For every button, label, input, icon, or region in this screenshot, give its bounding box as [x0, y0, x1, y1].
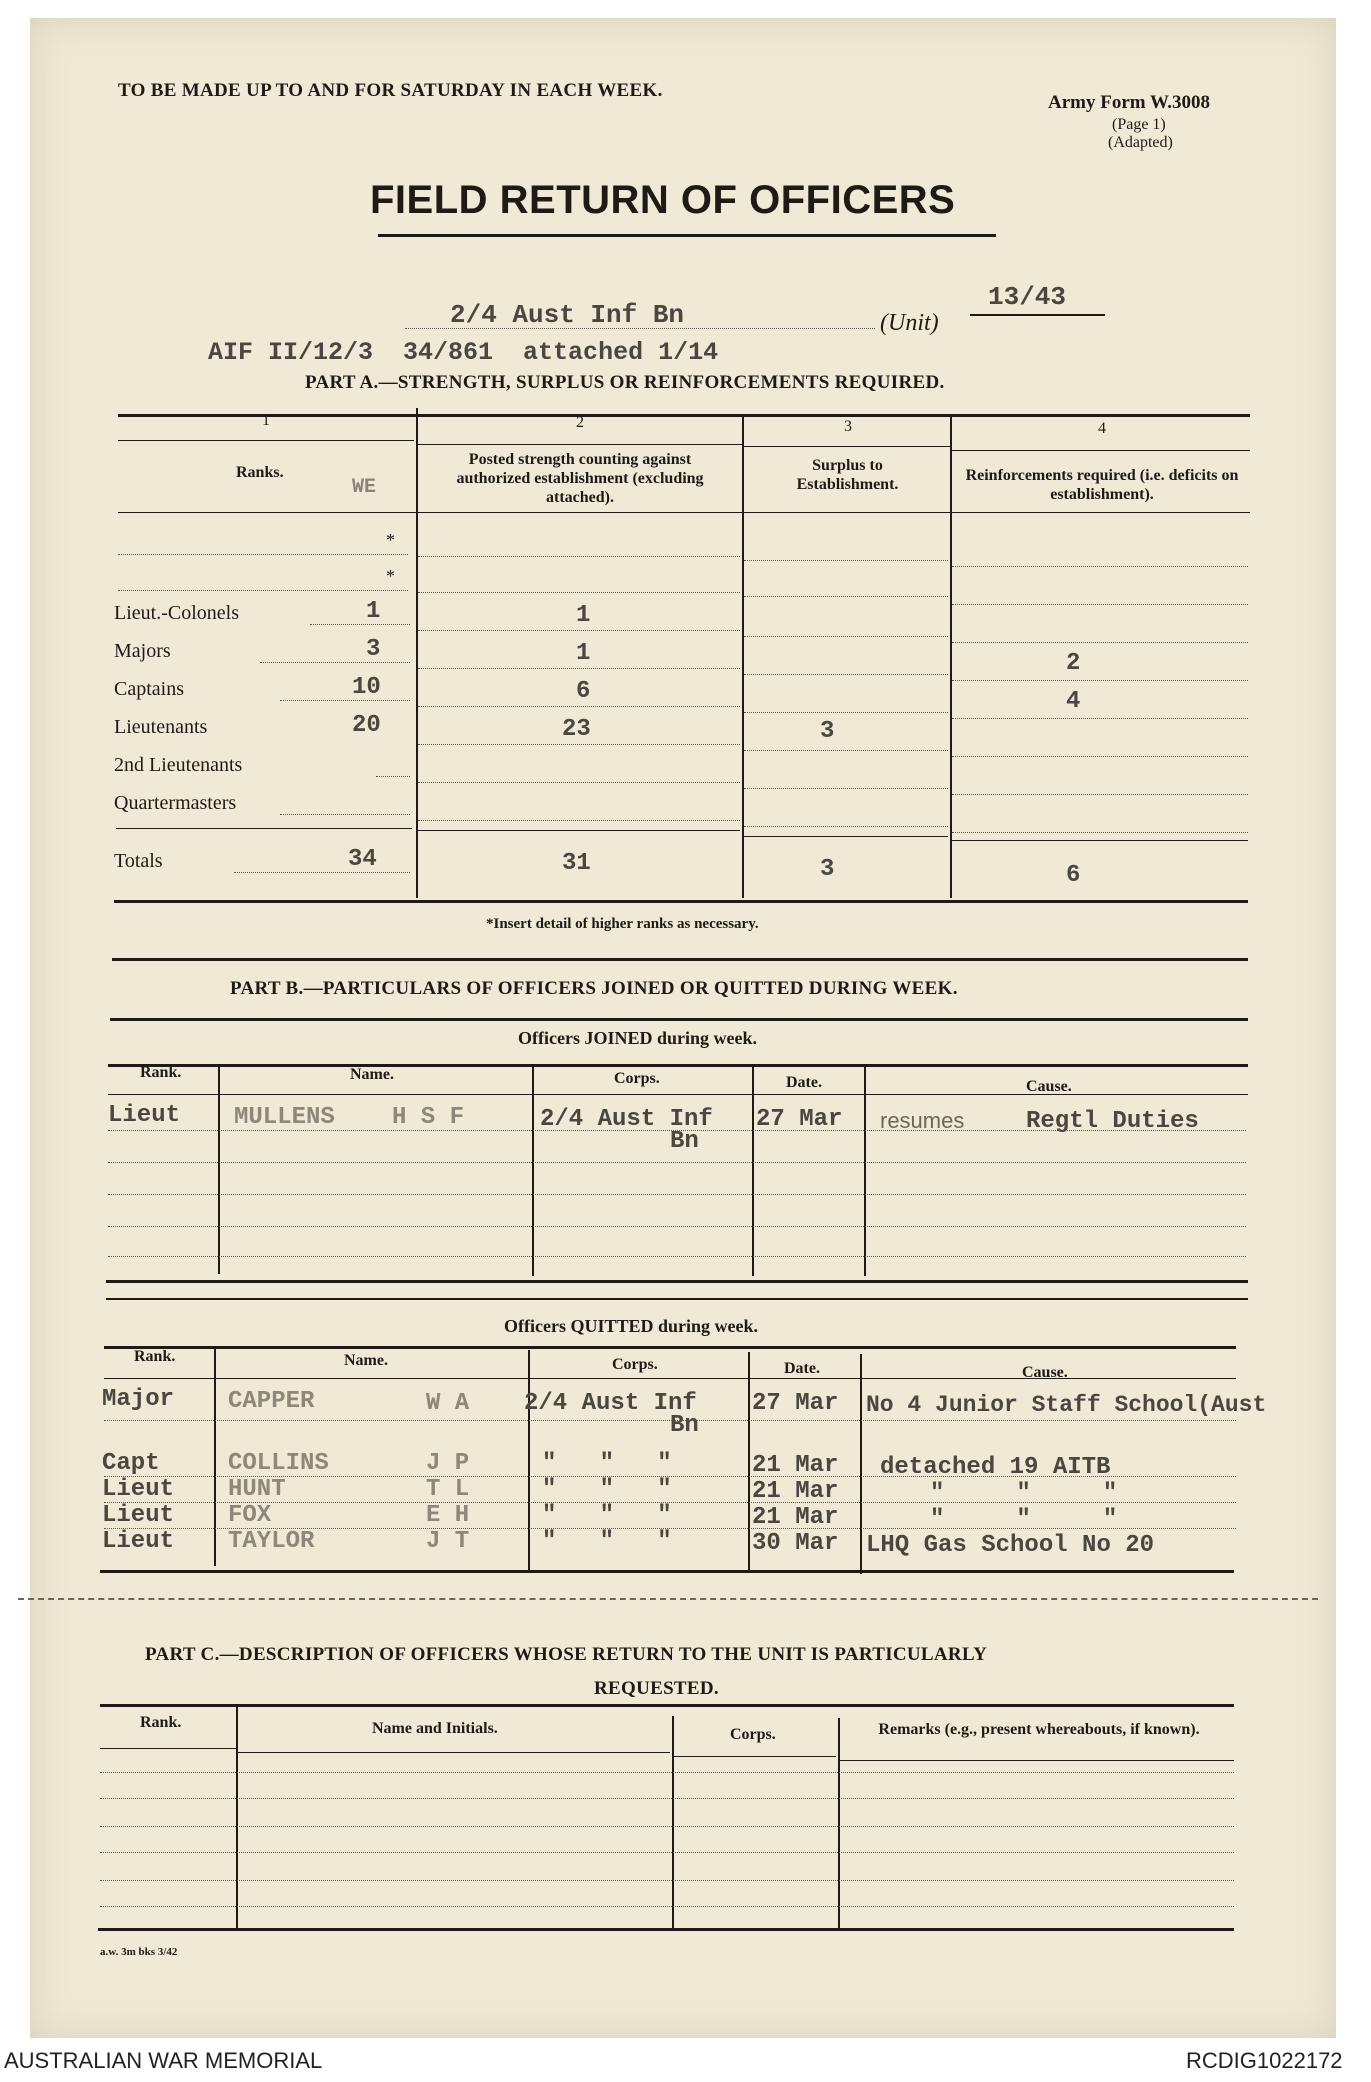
quitted-date: 30 Mar: [752, 1530, 839, 1557]
blank-row-2-mark: *: [386, 566, 395, 586]
joined-corps: 2/4 Aust Inf: [540, 1106, 713, 1133]
joined-line-1: [108, 1130, 1246, 1131]
title-underline: [378, 234, 996, 237]
blank-row-1-col2: [418, 556, 740, 557]
row-5-col4-line: [952, 794, 1248, 795]
part-c-line-6: [100, 1906, 1234, 1907]
joined-divider-1: [218, 1064, 220, 1274]
quitted-name: CAPPER: [228, 1388, 315, 1415]
joined-title: Officers JOINED during week.: [518, 1028, 757, 1048]
quitted-rank: Capt: [102, 1450, 160, 1477]
part-c-line-2: [100, 1798, 1234, 1799]
col-number-2: 2: [576, 414, 584, 431]
instruction-text: TO BE MADE UP TO AND FOR SATURDAY IN EACH WEEK.: [118, 80, 663, 101]
col1-we: WE: [352, 476, 377, 499]
part-c-header-rule-4: [840, 1760, 1234, 1761]
part-b-top-rule: [110, 1018, 1248, 1021]
quitted-cause: " " ": [930, 1506, 1118, 1533]
quitted-initials: J P: [426, 1450, 470, 1477]
row-1-col4-line: [952, 642, 1248, 643]
reinf-value: 2: [1066, 650, 1081, 677]
quitted-cause: LHQ Gas School No 20: [866, 1532, 1155, 1559]
joined-header-date: Date.: [786, 1074, 822, 1091]
joined-line-2: [108, 1162, 1246, 1163]
joined-divider-2: [532, 1066, 534, 1276]
quitted-top-rule: [104, 1346, 1236, 1349]
totals-rule-col1: [116, 828, 412, 829]
part-a-top-rule: [118, 414, 1250, 417]
posted-value: 6: [576, 678, 591, 705]
joined-initials: H S F: [392, 1104, 465, 1131]
quitted-name: COLLINS: [228, 1450, 329, 1477]
part-c-title-line1: PART C.—DESCRIPTION OF OFFICERS WHOSE RETURN TO THE UNIT IS PARTICULARLY: [145, 1644, 988, 1665]
quitted-header-date: Date.: [784, 1360, 820, 1377]
joined-corps-2: Bn: [670, 1128, 699, 1155]
row-1-col3-line: [744, 636, 948, 637]
posted-value: 23: [562, 716, 591, 743]
part-c-header-remarks: Remarks (e.g., present whereabouts, if known).: [878, 1721, 1200, 1738]
quitted-title: Officers QUITTED during week.: [504, 1316, 758, 1336]
quitted-corps: " " ": [542, 1450, 672, 1477]
row-6-col3-line: [744, 826, 948, 827]
col-number-1: 1: [262, 412, 270, 429]
part-c-top-rule: [100, 1704, 1234, 1707]
quitted-initials: T L: [426, 1476, 470, 1503]
rank-label: 2nd Lieutenants: [114, 754, 243, 776]
col2-number-rule: [418, 444, 742, 445]
col3-number-rule: [744, 446, 950, 447]
quitted-bottom-rule: [100, 1570, 1234, 1573]
unit-label: (Unit): [880, 310, 939, 336]
form-name: Army Form W.3008: [1048, 92, 1211, 113]
reinf-value: 4: [1066, 688, 1081, 715]
joined-line-3: [108, 1194, 1246, 1195]
joined-top-rule: [108, 1064, 1248, 1067]
part-c-line-3: [100, 1826, 1234, 1827]
quitted-cause: " " ": [930, 1480, 1118, 1507]
col4-number-rule: [952, 450, 1250, 451]
posted-value: 1: [576, 640, 591, 667]
blank-row-2-line: [118, 590, 408, 591]
row-4-col2-line: [418, 744, 740, 745]
quitted-divider-3: [748, 1352, 750, 1572]
quitted-header-name: Name.: [344, 1352, 388, 1369]
joined-cause-handwritten: resumes: [880, 1108, 965, 1133]
quitted-rank: Lieut: [102, 1476, 175, 1503]
quitted-header-corps: Corps.: [612, 1356, 658, 1373]
part-c-line-1: [100, 1772, 1234, 1773]
row-1-leader: [310, 624, 410, 625]
form-adapted: (Adapted): [1108, 134, 1173, 151]
part-a-header-rule: [118, 512, 1250, 513]
quitted-name: HUNT: [228, 1476, 286, 1503]
blank-row-2-col2: [418, 592, 740, 593]
part-c-divider-1: [236, 1706, 238, 1928]
col4-label: Reinforcements required (i.e. deficits on establishment).: [965, 467, 1239, 503]
surplus-value: 3: [820, 718, 835, 745]
unit-value: 2/4 Aust Inf Bn: [450, 300, 685, 330]
quitted-rank: Lieut: [102, 1502, 175, 1529]
part-c-header-rule-3: [674, 1756, 836, 1757]
quitted-date: 21 Mar: [752, 1504, 839, 1531]
joined-divider-3: [752, 1066, 754, 1276]
we-value: 3: [366, 636, 381, 663]
part-c-header-rank: Rank.: [140, 1714, 182, 1731]
quitted-divider-2: [528, 1350, 530, 1570]
rank-label: Majors: [114, 640, 171, 662]
rank-label: Lieutenants: [114, 716, 208, 738]
quitted-corps: " " ": [542, 1476, 672, 1503]
blank-row-2-col4: [952, 604, 1248, 605]
row-6-col4-line: [952, 832, 1248, 833]
quitted-initials: W A: [426, 1390, 470, 1417]
joined-header-corps: Corps.: [614, 1070, 660, 1087]
col3-label: Surplus to Establishment.: [796, 457, 899, 493]
row-3-col4-line: [952, 718, 1248, 719]
totals-label: Totals: [114, 850, 163, 872]
part-c-header-rule-2: [238, 1752, 670, 1753]
we-value: 10: [352, 674, 381, 701]
joined-date: 27 Mar: [756, 1106, 843, 1133]
joined-line-5: [108, 1256, 1246, 1257]
joined-name: MULLENS: [234, 1104, 335, 1131]
joined-rank: Lieut: [108, 1102, 181, 1129]
quitted-initials: J T: [426, 1528, 470, 1555]
rank-label: Quartermasters: [114, 792, 237, 814]
reference-line: AIF II/12/3 34/861 attached 1/14: [208, 338, 719, 367]
blank-row-1-line: [118, 554, 408, 555]
quitted-corps: " " ": [542, 1528, 672, 1555]
part-c-header-rule-1: [100, 1748, 236, 1749]
totals-reinf: 6: [1066, 862, 1081, 889]
part-a-title: PART A.—STRENGTH, SURPLUS OR REINFORCEMENTS REQUIRED.: [305, 372, 945, 393]
quitted-corps: " " ": [542, 1502, 672, 1529]
week-underline: [970, 314, 1105, 316]
quitted-name: TAYLOR: [228, 1528, 315, 1555]
quitted-corps: 2/4 Aust Inf: [524, 1390, 697, 1417]
quitted-rank: Major: [102, 1386, 175, 1413]
row-3-col3-line: [744, 712, 948, 713]
part-c-title-line2: REQUESTED.: [594, 1678, 719, 1699]
quitted-header-rank: Rank.: [134, 1348, 176, 1365]
quitted-date: 21 Mar: [752, 1478, 839, 1505]
row-1-col2-line: [418, 630, 740, 631]
totals-posted: 31: [562, 850, 591, 877]
quitted-cause: detached 19 AITB: [880, 1454, 1111, 1481]
print-code: a.w. 3m bks 3/42: [100, 1946, 178, 1958]
we-value: 1: [366, 598, 381, 625]
joined-bottom-rule: [106, 1280, 1248, 1283]
blank-row-1-mark: *: [386, 530, 395, 550]
part-a-note: *Insert detail of higher ranks as necessary.: [486, 916, 759, 932]
part-a-divider-3: [950, 414, 952, 898]
archive-id: RCDIG1022172: [1186, 2048, 1343, 2073]
page-title: FIELD RETURN OF OFFICERS: [370, 178, 956, 222]
blank-row-1-col3: [744, 560, 948, 561]
joined-cause: Regtl Duties: [1026, 1108, 1199, 1135]
rank-label: Captains: [114, 678, 184, 700]
row-2-col4-line: [952, 680, 1248, 681]
joined-line-4: [108, 1226, 1246, 1227]
part-c-line-4: [100, 1852, 1234, 1853]
part-a-note-rule: [112, 958, 1248, 961]
row-3-leader: [280, 700, 410, 701]
col1-label: Ranks.: [236, 464, 284, 481]
row-5-leader: [376, 776, 410, 777]
part-c-divider-2: [672, 1716, 674, 1930]
quitted-name: FOX: [228, 1502, 272, 1529]
quitted-cause: No 4 Junior Staff School(Aust: [866, 1392, 1267, 1418]
col2-label: Posted strength counting against authorized establishment (excluding attached).: [456, 451, 704, 506]
row-3-col2-line: [418, 706, 740, 707]
quitted-line-1: [104, 1420, 1236, 1421]
part-c-header-corps: Corps.: [730, 1726, 776, 1743]
totals-rule-col3: [744, 836, 948, 837]
week-number: 13/43: [988, 282, 1067, 312]
row-2-col2-line: [418, 668, 740, 669]
joined-header-rule: [108, 1094, 1248, 1095]
col-number-4: 4: [1098, 420, 1106, 437]
col1-number-rule: [118, 440, 414, 441]
quitted-date: 21 Mar: [752, 1452, 839, 1479]
quitted-initials: E H: [426, 1502, 470, 1529]
quitted-divider-1: [214, 1346, 216, 1566]
totals-leader: [234, 872, 410, 873]
rank-label: Lieut.-Colonels: [114, 602, 239, 624]
quitted-divider-4: [860, 1354, 862, 1574]
totals-surplus: 3: [820, 856, 835, 883]
quitted-corps-2: Bn: [670, 1412, 699, 1439]
part-c-header-name: Name and Initials.: [372, 1720, 498, 1737]
col-number-3: 3: [844, 418, 852, 435]
joined-double-rule: [106, 1298, 1248, 1300]
quitted-header-rule: [104, 1378, 1236, 1379]
part-c-bottom-rule: [98, 1928, 1234, 1931]
perforation-line: [18, 1598, 1318, 1600]
row-4-col3-line: [744, 750, 948, 751]
row-6-leader: [280, 814, 410, 815]
part-b-title: PART B.—PARTICULARS OF OFFICERS JOINED OR QUITTED DURING WEEK.: [230, 978, 958, 999]
blank-row-2-col3: [744, 596, 948, 597]
we-value: 20: [352, 712, 381, 739]
row-5-col3-line: [744, 788, 948, 789]
archive-name: AUSTRALIAN WAR MEMORIAL: [4, 2048, 323, 2073]
totals-rule-col4: [952, 840, 1248, 841]
joined-header-name: Name.: [350, 1066, 394, 1083]
part-c-divider-3: [838, 1718, 840, 1930]
row-4-col4-line: [952, 756, 1248, 757]
joined-header-cause: Cause.: [1026, 1078, 1072, 1095]
quitted-header-cause: Cause.: [1022, 1364, 1068, 1381]
row-5-col2-line: [418, 782, 740, 783]
blank-row-1-col4: [952, 566, 1248, 567]
posted-value: 1: [576, 602, 591, 629]
part-c-line-5: [100, 1880, 1234, 1881]
form-page: (Page 1): [1112, 116, 1166, 133]
totals-rule-col2: [418, 830, 740, 831]
totals-we: 34: [348, 846, 377, 873]
row-6-col2-line: [418, 820, 740, 821]
joined-header-rank: Rank.: [140, 1064, 182, 1081]
joined-divider-4: [864, 1066, 866, 1276]
row-2-col3-line: [744, 674, 948, 675]
quitted-date: 27 Mar: [752, 1390, 839, 1417]
part-a-bottom-rule: [114, 900, 1248, 903]
quitted-rank: Lieut: [102, 1528, 175, 1555]
row-2-leader: [260, 662, 410, 663]
part-a-divider-1: [416, 408, 418, 898]
